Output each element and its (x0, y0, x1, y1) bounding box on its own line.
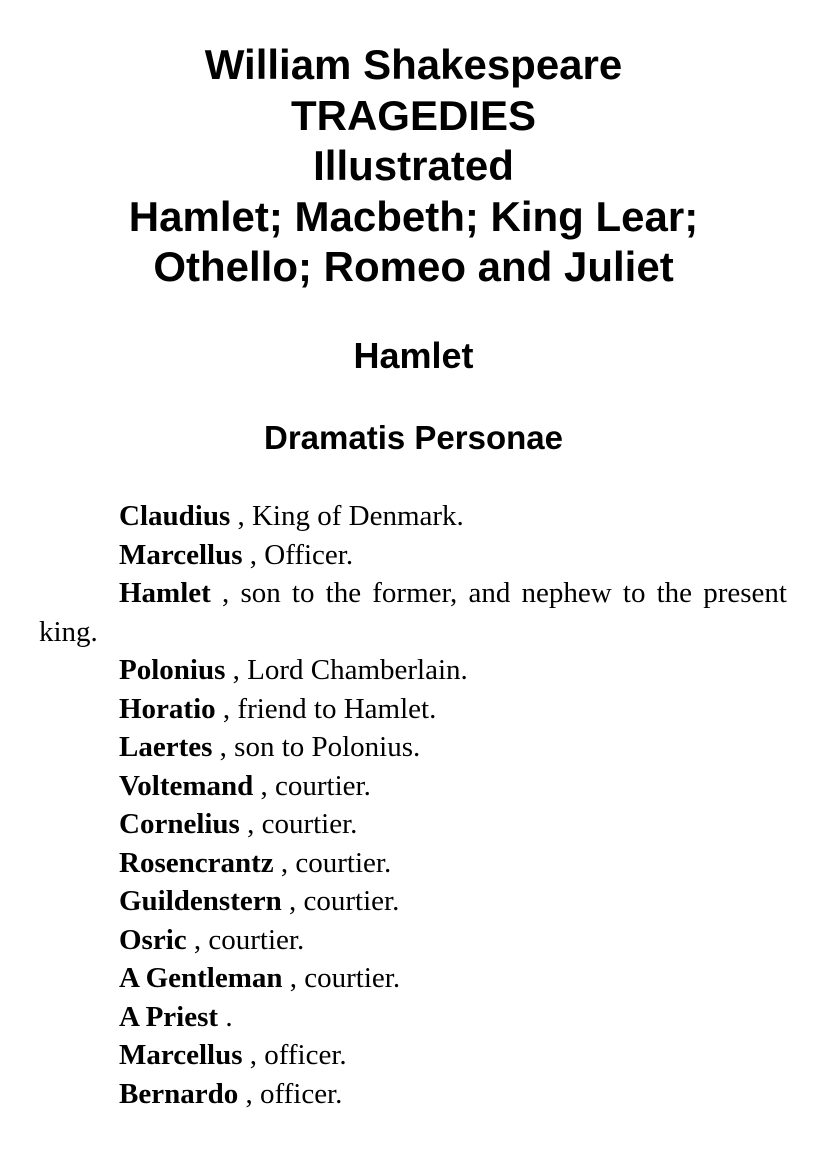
cast-description: , friend to Hamlet. (215, 692, 437, 725)
play-title: Hamlet (353, 335, 474, 376)
cast-entry (39, 921, 787, 960)
cast-entry (39, 882, 787, 921)
cast-name: Laertes (119, 731, 213, 763)
cast-name: Horatio (119, 692, 216, 725)
book-title-line: William Shakespeare (204, 41, 623, 88)
cast-description: , officer. (242, 1039, 347, 1071)
cast-entry (39, 998, 787, 1037)
cast-name: Polonius (119, 654, 226, 686)
section-title: Dramatis Personae (264, 419, 563, 456)
cast-name: Voltemand (119, 769, 254, 802)
cast-name: Osric (119, 923, 187, 956)
cast-entry (39, 767, 787, 806)
cast-description: , courtier. (239, 808, 358, 840)
cast-entry (39, 805, 787, 844)
book-title-line: Illustrated (313, 142, 514, 189)
cast-description: , courtier. (253, 769, 371, 802)
cast-name: A Priest (119, 1000, 219, 1033)
cast-description: , son to Polonius. (212, 731, 421, 763)
cast-name: Guildenstern (119, 885, 282, 917)
cast-entry (39, 728, 787, 767)
cast-description: . (218, 1000, 233, 1033)
cast-name: Marcellus (119, 538, 243, 571)
book-title-line: Hamlet; Macbeth; King Lear; (128, 192, 699, 240)
book-title-line: Othello; Romeo and Juliet (153, 243, 674, 290)
cast-name: Cornelius (119, 808, 240, 840)
cast-description: , Lord Chamberlain. (225, 654, 468, 686)
cast-name: A Gentleman (119, 962, 283, 994)
cast-entry (39, 536, 787, 575)
book-title-line: TRAGEDIES (290, 91, 537, 139)
cast-name: Rosencrantz (119, 846, 274, 879)
cast-description: , son to the former, and nephew to the present king. (39, 577, 787, 648)
cast-name: Claudius (119, 500, 231, 532)
cast-description: , officer. (238, 1077, 343, 1110)
cast-entry (39, 844, 787, 883)
cast-description: , courtier. (186, 923, 305, 956)
cast-description: , Officer. (242, 538, 354, 571)
book-title-block (0, 40, 827, 293)
cast-description: , courtier. (282, 962, 401, 994)
cast-entry (39, 959, 787, 998)
cast-entry (39, 574, 787, 651)
cast-name: Bernardo (119, 1077, 239, 1110)
cast-entry (39, 1075, 787, 1114)
cast-name: Hamlet (119, 577, 211, 609)
cast-description: , courtier. (273, 846, 392, 879)
cast-entry (39, 497, 787, 536)
cast-list (39, 497, 787, 1113)
cast-name: Marcellus (119, 1039, 243, 1071)
cast-description: , King of Denmark. (230, 500, 464, 532)
cast-entry (39, 1036, 787, 1075)
cast-entry (39, 690, 787, 729)
cast-entry (39, 651, 787, 690)
cast-description: , courtier. (281, 885, 400, 917)
